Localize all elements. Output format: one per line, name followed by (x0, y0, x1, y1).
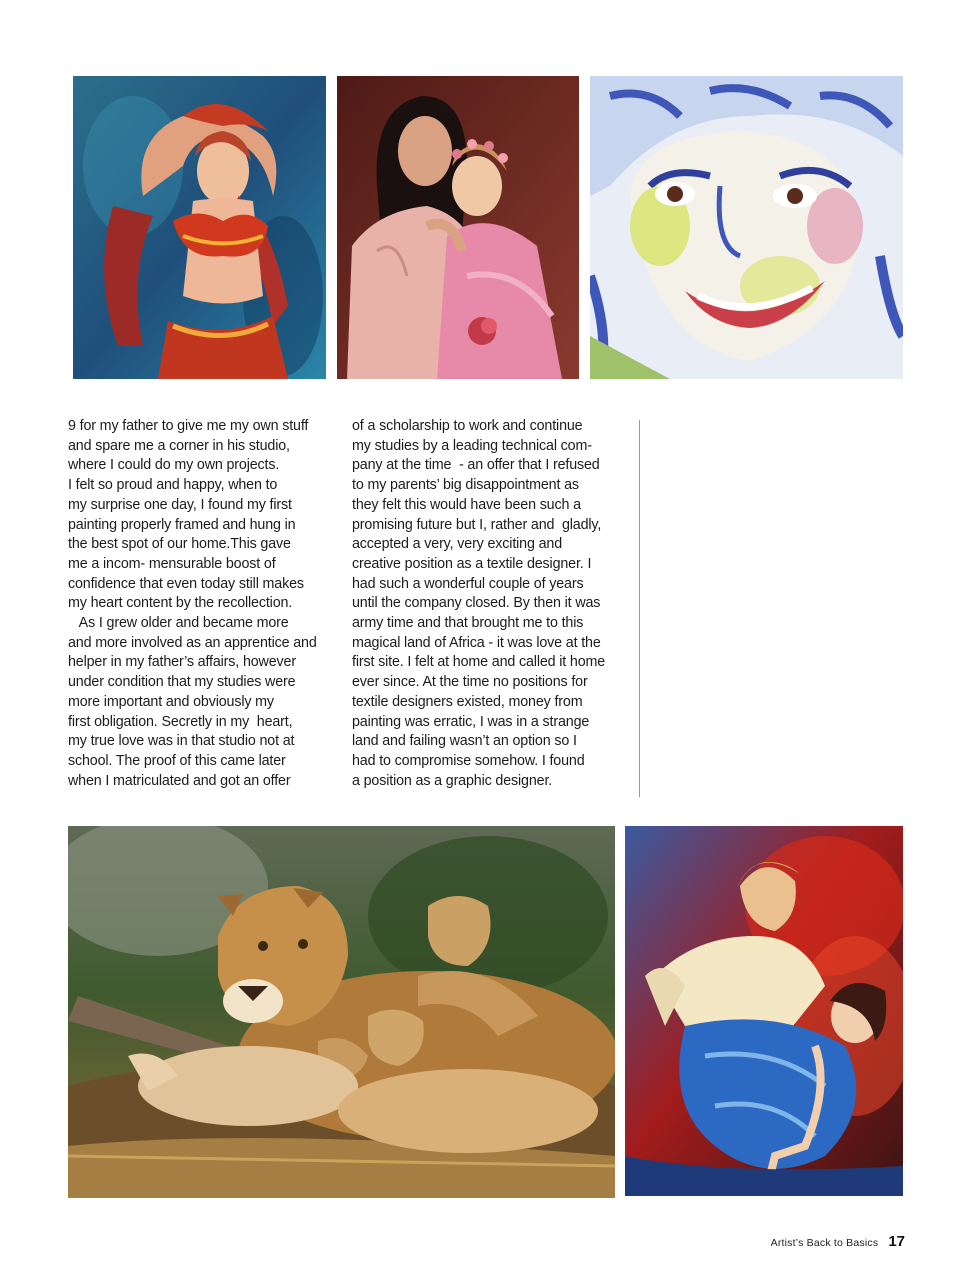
text-line: my heart content by the recollection. (68, 595, 293, 612)
text-line: painting properly framed and hung in (68, 516, 296, 533)
couple-embrace-painting (625, 826, 903, 1196)
text-line: had to compromise somehow. I found (352, 752, 585, 769)
text-line: and spare me a corner in his studio, (68, 437, 290, 454)
column-divider (639, 420, 640, 797)
page-footer (771, 1233, 905, 1250)
text-line: the best spot of our home.This gave (68, 536, 291, 553)
text-line: where I could do my own projects. (68, 457, 280, 474)
text-line: promising future but I, rather and gladly, (352, 516, 602, 533)
text-line: I felt so proud and happy, when to (68, 477, 278, 494)
text-line: land and failing wasn’t an option so I (352, 733, 577, 750)
text-line: school. The proof of this came later (68, 752, 286, 769)
text-line: a position as a graphic designer. (352, 772, 553, 789)
text-line: confidence that even today still makes (68, 575, 304, 592)
text-line: they felt this would have been such a (352, 496, 581, 513)
text-line: painting was erratic, I was in a strange (352, 713, 590, 730)
text-line: pany at the time - an offer that I refused (352, 457, 600, 474)
text-line: under condition that my studies were (68, 674, 296, 691)
text-line: creative position as a textile designer. I (352, 555, 592, 572)
text-line: first obligation. Secretly in my heart, (68, 713, 293, 730)
text-line: magical land of Africa - it was love at the (352, 634, 601, 651)
article-column-2 (352, 417, 628, 791)
text-line: me a incom- mensurable boost of (68, 555, 276, 572)
text-line: As I grew older and became more (68, 615, 289, 632)
text-line: until the company closed. By then it was (352, 595, 601, 612)
text-line: my true love was in that studio not at (68, 733, 295, 750)
belly-dancer-painting (73, 76, 326, 379)
text-line: when I matriculated and got an offer (68, 772, 291, 789)
article-column-1 (68, 417, 338, 791)
text-line: to my parents’ big disappointment as (352, 477, 579, 494)
text-line: more important and obviously my (68, 693, 274, 710)
lioness-and-cubs-painting (68, 826, 615, 1198)
text-line: ever since. At the time no positions for (352, 674, 588, 691)
page-number: 17 (888, 1233, 905, 1250)
text-line: 9 for my father to give me my own stuff (68, 418, 309, 434)
text-line: helper in my father’s affairs, however (68, 654, 296, 671)
text-line: my surprise one day, I found my first (68, 496, 292, 513)
text-line: had such a wonderful couple of years (352, 575, 584, 592)
text-line: textile designers existed, money from (352, 693, 583, 710)
magazine-name: Artist’s Back to Basics (770, 1237, 879, 1249)
text-line: first site. I felt at home and called it home (352, 654, 606, 671)
child-portrait-painting (590, 76, 903, 379)
mother-and-daughter-painting (337, 76, 579, 379)
text-line: accepted a very, very exciting and (352, 536, 562, 553)
text-line: and more involved as an apprentice and (68, 634, 317, 651)
text-line: army time and that brought me to this (352, 615, 584, 632)
text-line: my studies by a leading technical com- (352, 437, 592, 454)
text-line: of a scholarship to work and continue (352, 418, 583, 434)
